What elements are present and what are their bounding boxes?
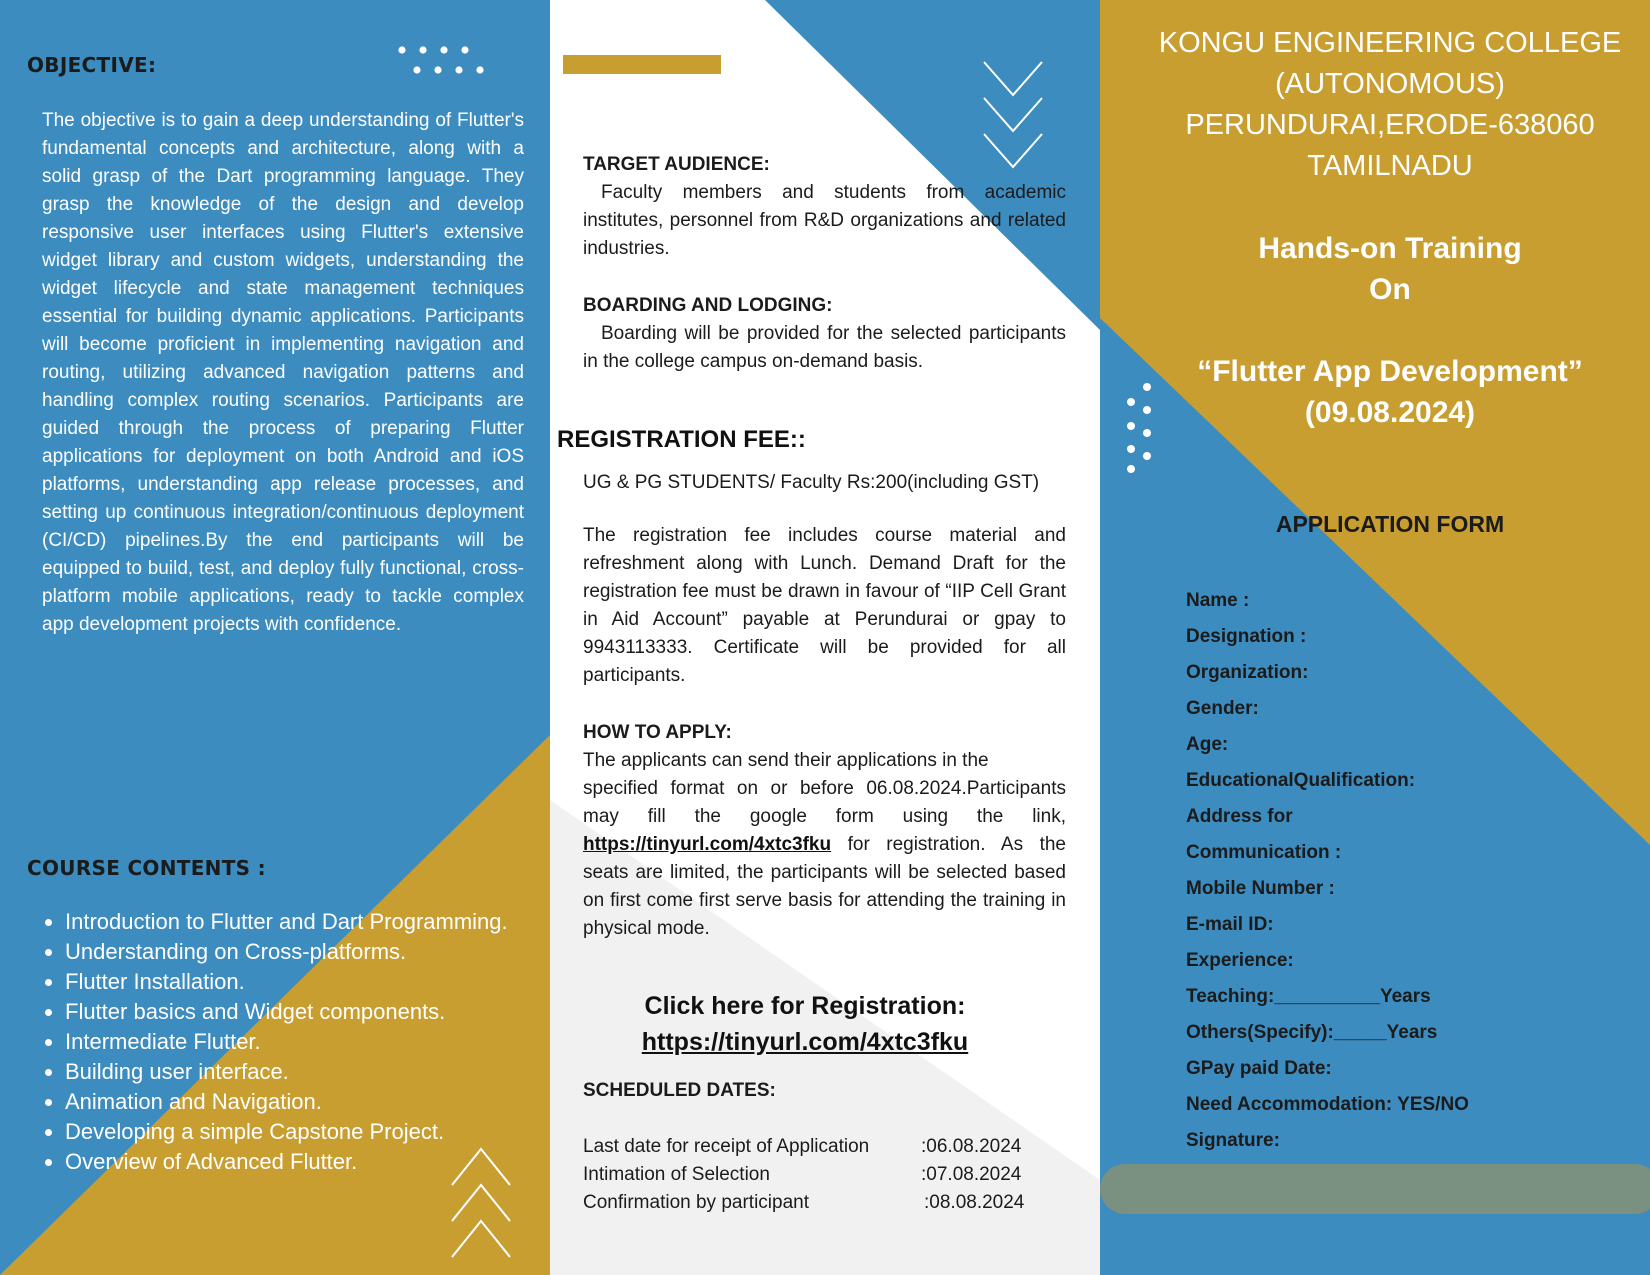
course-contents-heading: COURSE CONTENTS : (27, 856, 266, 880)
how-to-apply-text-after: for registration. As the seats are limited, the participants will be selected based on first come first serve basis for attending the training in physical mode. (583, 834, 1066, 939)
date-value: :07.08.2024 (921, 1164, 1022, 1185)
list-item: • Flutter basics and Widget components. (65, 997, 585, 1027)
boarding-text: Boarding will be provided for the selected participants in the college campus on-demand basis. (583, 323, 1066, 372)
date-label: Last date for receipt of Application (583, 1136, 870, 1157)
form-field-gpay-date: GPay paid Date: (1186, 1058, 1332, 1079)
training-line2: On (1369, 273, 1411, 306)
form-field-organization: Organization: (1186, 662, 1309, 683)
training-title-block (1110, 228, 1650, 433)
boarding-heading: BOARDING AND LODGING: (583, 295, 833, 316)
target-audience-section (583, 151, 1066, 263)
how-to-apply-line1: The applicants can send their applications in the (583, 750, 989, 771)
form-field-address: Address for (1186, 806, 1293, 827)
list-item: • Animation and Navigation. (65, 1087, 585, 1117)
table-row (583, 1133, 1024, 1161)
registration-fee-heading: REGISTRATION FEE:: (557, 426, 806, 453)
form-field-accommodation: Need Accommodation: YES/NO (1186, 1094, 1469, 1115)
registration-link[interactable]: https://tinyurl.com/4xtc3fku (641, 1028, 969, 1056)
training-line1: Hands-on Training (1258, 232, 1522, 265)
form-field-signature: Signature: (1186, 1130, 1280, 1151)
form-field-designation: Designation : (1186, 626, 1307, 647)
registration-callout-label: Click here for Registration: (644, 992, 966, 1020)
college-name: KONGU ENGINEERING COLLEGE (1158, 27, 1622, 59)
list-item: • Building user interface. (65, 1057, 585, 1087)
how-to-apply-text-before: specified format on or before 06.08.2024.Participants may fill the google form using the link, (583, 778, 1066, 827)
date-value: :08.08.2024 (924, 1192, 1025, 1213)
registration-fee-text: The registration fee includes course material and refreshment along with Lunch. Demand Draft for the registration fee must be drawn in favour of “IIP Cell Grant in Aid Account” payable at Perundurai or gpay to 9943113333. Certificate will be provided for all participants. (583, 525, 1066, 686)
list-item: • Flutter Installation. (65, 967, 585, 997)
college-state: TAMILNADU (1307, 150, 1473, 182)
college-status: (AUTONOMOUS) (1275, 68, 1505, 100)
date-label: Intimation of Selection (583, 1164, 770, 1185)
form-field-name: Name : (1186, 590, 1250, 611)
form-field-gender: Gender: (1186, 698, 1259, 719)
form-field-email: E-mail ID: (1186, 914, 1274, 935)
date-label: Confirmation by participant (583, 1192, 809, 1213)
dots-decoration (390, 42, 500, 78)
training-date: (09.08.2024) (1304, 396, 1476, 429)
course-contents-list (41, 907, 585, 1177)
application-form-title: APPLICATION FORM (1275, 511, 1505, 537)
list-item: • Developing a simple Capstone Project. (65, 1117, 585, 1147)
college-name-block (1110, 23, 1650, 187)
table-row (583, 1161, 1024, 1189)
list-item: • Understanding on Cross-platforms. (65, 937, 585, 967)
target-audience-heading: TARGET AUDIENCE: (583, 154, 770, 175)
list-item: • Introduction to Flutter and Dart Programming. (65, 907, 585, 937)
table-row (583, 1189, 1024, 1217)
form-field-qualification: EducationalQualification: (1186, 770, 1416, 791)
how-to-apply-text (583, 775, 1066, 943)
target-audience-text: Faculty members and students from academic institutes, personnel from R&D organizations and related industries. (583, 182, 1066, 259)
form-field-teaching: Teaching:__________Years (1186, 986, 1431, 1007)
boarding-section (583, 292, 1066, 376)
list-item: • Intermediate Flutter. (65, 1027, 585, 1057)
form-field-others: Others(Specify):_____Years (1186, 1022, 1438, 1043)
scheduled-dates-table (583, 1133, 1024, 1217)
list-item: • Overview of Advanced Flutter. (65, 1147, 585, 1177)
objective-heading: OBJECTIVE: (27, 53, 157, 77)
application-form-fields (1186, 583, 1626, 1159)
how-to-apply-section (583, 719, 1066, 943)
objective-text: The objective is to gain a deep understanding of Flutter's fundamental concepts and architecture, along with a solid grasp of the Dart programming language. They grasp the knowledge of the design and develop responsive user interfaces using Flutter's extensive widget library and custom widgets, understanding the widget lifecycle and state management techniques essential for building dynamic applications. Participants will become proficient in implementing navigation and routing, utilizing advanced navigation patterns and handling complex routing scenarios. Participants are guided through the process of preparing Flutter applications for deployment on both Android and iOS platforms, understanding app release processes, and setting up continuous integration/continuous deployment (CI/CD) pipelines.By the end participants will be equipped to build, test, and deploy fully functional, cross-platform mobile applications, ready to tackle complex app development projects with confidence. (42, 110, 524, 635)
registration-callout (560, 988, 1050, 1060)
college-address: PERUNDURAI,ERODE-638060 (1185, 109, 1595, 141)
registration-fee-line: UG & PG STUDENTS/ Faculty Rs:200(including GST) (583, 472, 1040, 493)
how-to-apply-heading: HOW TO APPLY: (583, 722, 732, 743)
form-field-experience: Experience: (1186, 950, 1294, 971)
form-field-age: Age: (1186, 734, 1229, 755)
google-form-link[interactable]: https://tinyurl.com/4xtc3fku (583, 834, 832, 855)
scheduled-dates-heading: SCHEDULED DATES: (583, 1080, 776, 1101)
form-field-communication: Communication : (1186, 842, 1342, 863)
form-field-mobile: Mobile Number : (1186, 878, 1335, 899)
date-value: :06.08.2024 (921, 1136, 1022, 1157)
training-title: “Flutter App Development” (1197, 355, 1583, 388)
